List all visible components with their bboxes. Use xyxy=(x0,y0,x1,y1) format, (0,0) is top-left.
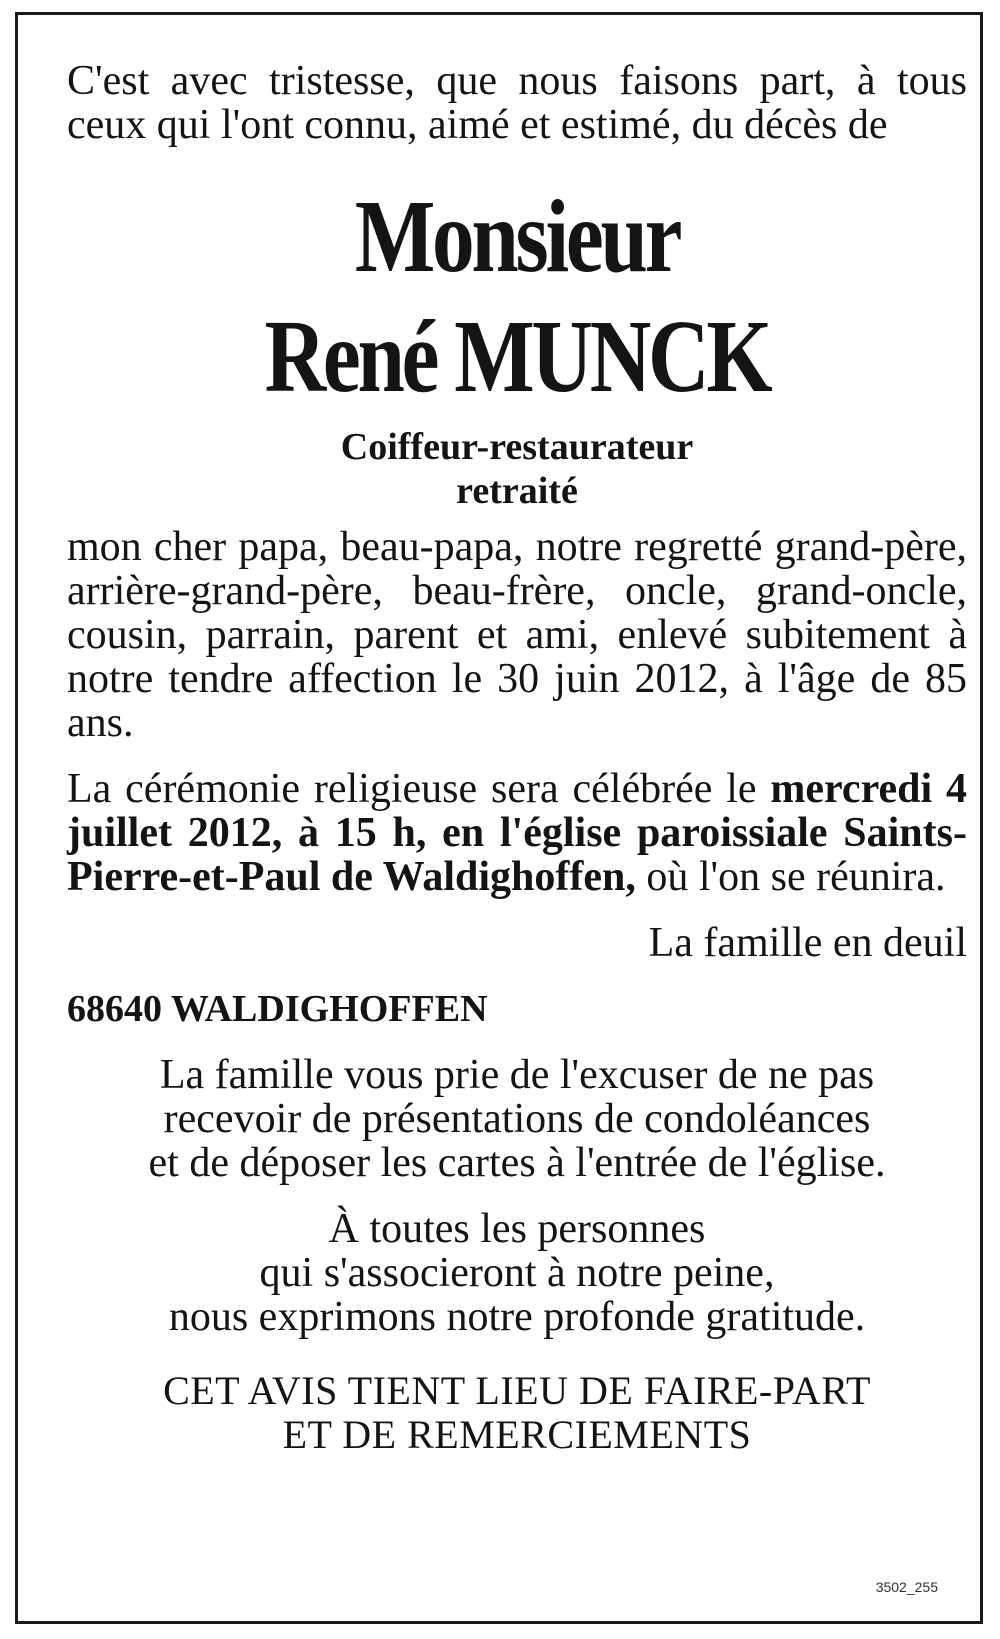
intro-text: C'est avec tristesse, que nous faisons part, à tous ceux qui l'ont connu, aimé et estimé, du décès de xyxy=(67,58,967,148)
gratitude-line-3: nous exprimons notre profonde gratitude. xyxy=(168,1294,866,1340)
reference-code: 3502_255 xyxy=(875,1579,938,1595)
deceased-name: René MUNCK xyxy=(264,299,770,414)
closing-line-2: ET DE REMERCIEMENTS xyxy=(282,1412,752,1457)
gratitude-line-2: qui s'associeront à notre peine, xyxy=(259,1250,775,1296)
profession-line-1: Coiffeur-restaurateur xyxy=(340,426,694,468)
family-signature: La famille en deuil xyxy=(648,920,967,966)
title-monsieur: Monsieur xyxy=(354,179,680,294)
ceremony-end: où l'on se réunira. xyxy=(635,854,946,900)
ceremony-start: La cérémonie religieuse sera célébrée le xyxy=(67,766,771,812)
condolences-line-1: La famille vous prie de l'excuser de ne pas xyxy=(159,1052,875,1098)
gratitude-text xyxy=(67,1207,967,1339)
closing-notice xyxy=(67,1369,967,1457)
condolences-line-3: et de déposer les cartes à l'entrée de l'église. xyxy=(148,1140,886,1186)
relation-text: mon cher papa, beau-papa, notre regretté grand-père, arrière-grand-père, beau-frère, oncle, grand-oncle, cousin, parrain, parent et ami, enlevé subitement à notre tendre affection le 30 juin 2012, à l'âge de 85 ans. xyxy=(67,524,967,746)
ceremony-text xyxy=(67,767,967,899)
notice-frame xyxy=(15,12,983,1624)
deceased-name-block xyxy=(67,177,967,417)
ceremony-details: mercredi 4 juillet 2012, à 15 h, en l'église paroissiale Saints-Pierre-et-Paul de Waldighoffen, xyxy=(67,766,967,900)
address: 68640 WALDIGHOFFEN xyxy=(67,988,488,1030)
notice-content xyxy=(67,59,967,1457)
profession xyxy=(67,425,967,513)
condolences-text xyxy=(67,1053,967,1185)
profession-line-2: retraité xyxy=(456,470,578,512)
condolences-line-2: recevoir de présentations de condoléances xyxy=(163,1096,871,1142)
closing-line-1: CET AVIS TIENT LIEU DE FAIRE-PART xyxy=(163,1368,871,1413)
gratitude-line-1: À toutes les personnes xyxy=(328,1206,706,1252)
